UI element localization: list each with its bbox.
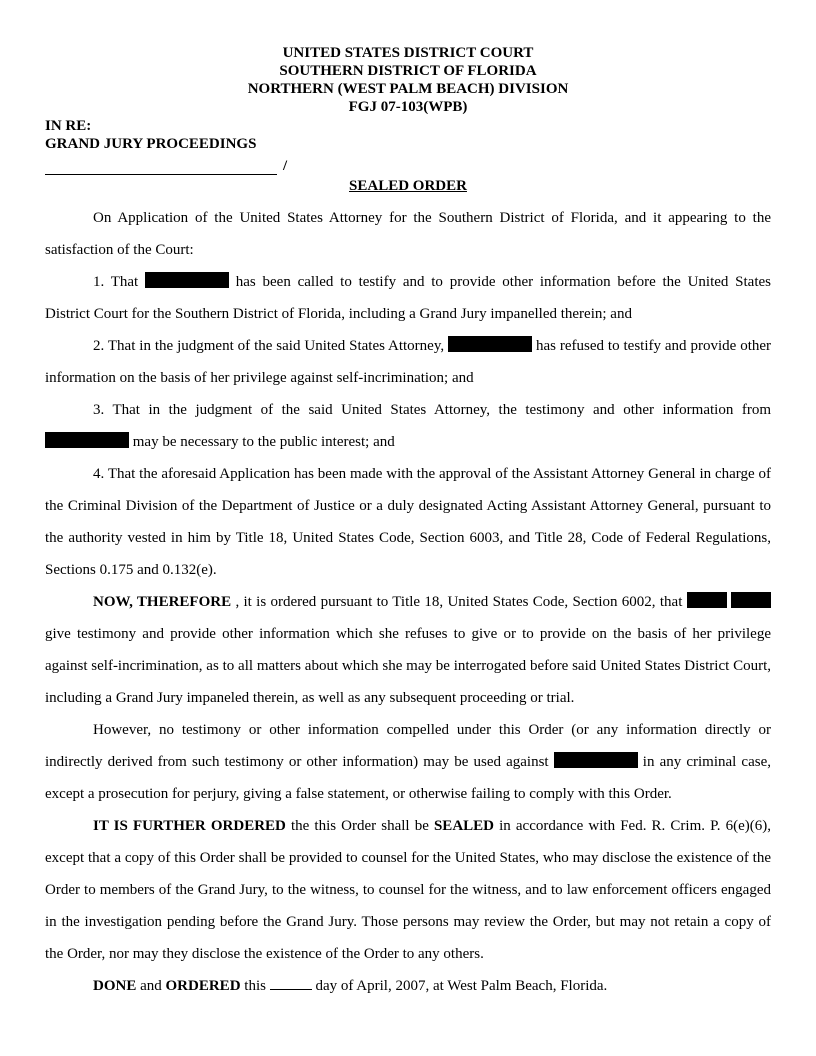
district-name: SOUTHERN DISTRICT OF FLORIDA <box>279 63 537 79</box>
paragraph-text: in accordance with Fed. R. Crim. P. 6(e)(6), except that a copy of this Order shall be provided to counsel for the United States, who may disclose the existence of the Order to members of the Grand Jury, to the witness, to counsel for the witness, and to law enforcement officers engaged in the investigation pending before the Grand Jury. Those persons may review the Order, but may not retain a copy of the Order, nor may they disclose the existence of the Order to any others. <box>45 818 772 962</box>
paragraph-text: in any criminal case, except a prosecution for perjury, giving a false statement, or otherwise failing to comply with this Order. <box>45 754 771 802</box>
paragraph-text: 2. That in the judgment of the said United States Attorney, <box>93 338 445 354</box>
redaction-block <box>731 592 771 608</box>
paragraph-text: the this Order shall be <box>290 818 429 834</box>
paragraph-text: However, no testimony or other information compelled under this Order (or any information directly or indirectly derived from such testimony or other information) may be used against <box>45 722 771 770</box>
paragraph-text: day of April, 2007, at West Palm Beach, Florida. <box>315 978 608 994</box>
day-blank-line <box>270 977 312 990</box>
paragraph-text: , it is ordered pursuant to Title 18, United States Code, Section 6002, that <box>235 594 683 610</box>
court-header <box>45 44 771 116</box>
paragraph-done-ordered <box>45 970 771 1002</box>
court-name: UNITED STATES DISTRICT COURT <box>282 45 534 61</box>
order-title: SEALED ORDER <box>349 178 467 194</box>
paragraph-text: 4. That the aforesaid Application has been made with the approval of the Assistant Attorney General in charge of the Criminal Division of the Department of Justice or a duly designated Acting Assistant Attorney General, pursuant to the authority vested in him by Title 18, United States Code, Section 6003, and Title 28, Code of Federal Regulations, Sections 0.175 and 0.132(e). <box>45 466 771 578</box>
order-body <box>45 202 771 1002</box>
paragraph-application <box>45 202 771 266</box>
paragraph-text: give testimony and provide other information which she refuses to give or to provide on the basis of her privilege against self-incrimination, as to all matters about which she may be interrogated before said United States District Court, including a Grand Jury impaneled therein, as well as any subsequent proceeding or trial. <box>45 626 771 706</box>
paragraph-however <box>45 714 771 810</box>
paragraph-text: 1. That <box>93 274 139 290</box>
caption-in-re: IN RE: <box>45 118 92 134</box>
paragraph-further-ordered <box>45 810 771 970</box>
division-name: NORTHERN (WEST PALM BEACH) DIVISION <box>247 81 569 97</box>
redaction-block <box>687 592 727 608</box>
paragraph-text: may be necessary to the public interest; and <box>132 434 395 450</box>
paragraph-finding-3 <box>45 394 771 458</box>
caption-underline <box>45 160 277 175</box>
redaction-block <box>448 336 532 352</box>
paragraph-bold-text: IT IS FURTHER ORDERED <box>93 818 286 834</box>
paragraph-text: and <box>140 978 162 994</box>
paragraph-bold-text: NOW, THEREFORE <box>93 594 232 610</box>
redaction-block <box>45 432 129 448</box>
caption-rule <box>45 153 771 175</box>
paragraph-finding-2 <box>45 330 771 394</box>
paragraph-text: 3. That in the judgment of the said United States Attorney, the testimony and other information from <box>93 402 771 418</box>
paragraph-text: this <box>244 978 266 994</box>
paragraph-text: has refused to testify and provide other information on the basis of her privilege against self-incrimination; and <box>45 338 772 386</box>
paragraph-bold-text: SEALED <box>433 818 494 834</box>
redaction-block <box>145 272 229 288</box>
case-caption <box>45 117 771 175</box>
paragraph-bold-text: DONE <box>93 978 137 994</box>
paragraph-text: has been called to testify and to provide other information before the United States District Court for the Southern District of Florida, including a Grand Jury impanelled therein; and <box>45 274 772 322</box>
paragraph-finding-1 <box>45 266 771 330</box>
caption-slash: / <box>283 158 288 174</box>
paragraph-text: On Application of the United States Attorney for the Southern District of Florida, and it appearing to the satisfaction of the Court: <box>45 210 771 258</box>
case-number: FGJ 07-103(WPB) <box>348 99 468 115</box>
document-page <box>45 44 771 1002</box>
caption-matter: GRAND JURY PROCEEDINGS <box>45 136 257 152</box>
paragraph-now-therefore <box>45 586 771 714</box>
paragraph-finding-4 <box>45 458 771 586</box>
redaction-block <box>554 752 638 768</box>
paragraph-bold-text: ORDERED <box>165 978 241 994</box>
